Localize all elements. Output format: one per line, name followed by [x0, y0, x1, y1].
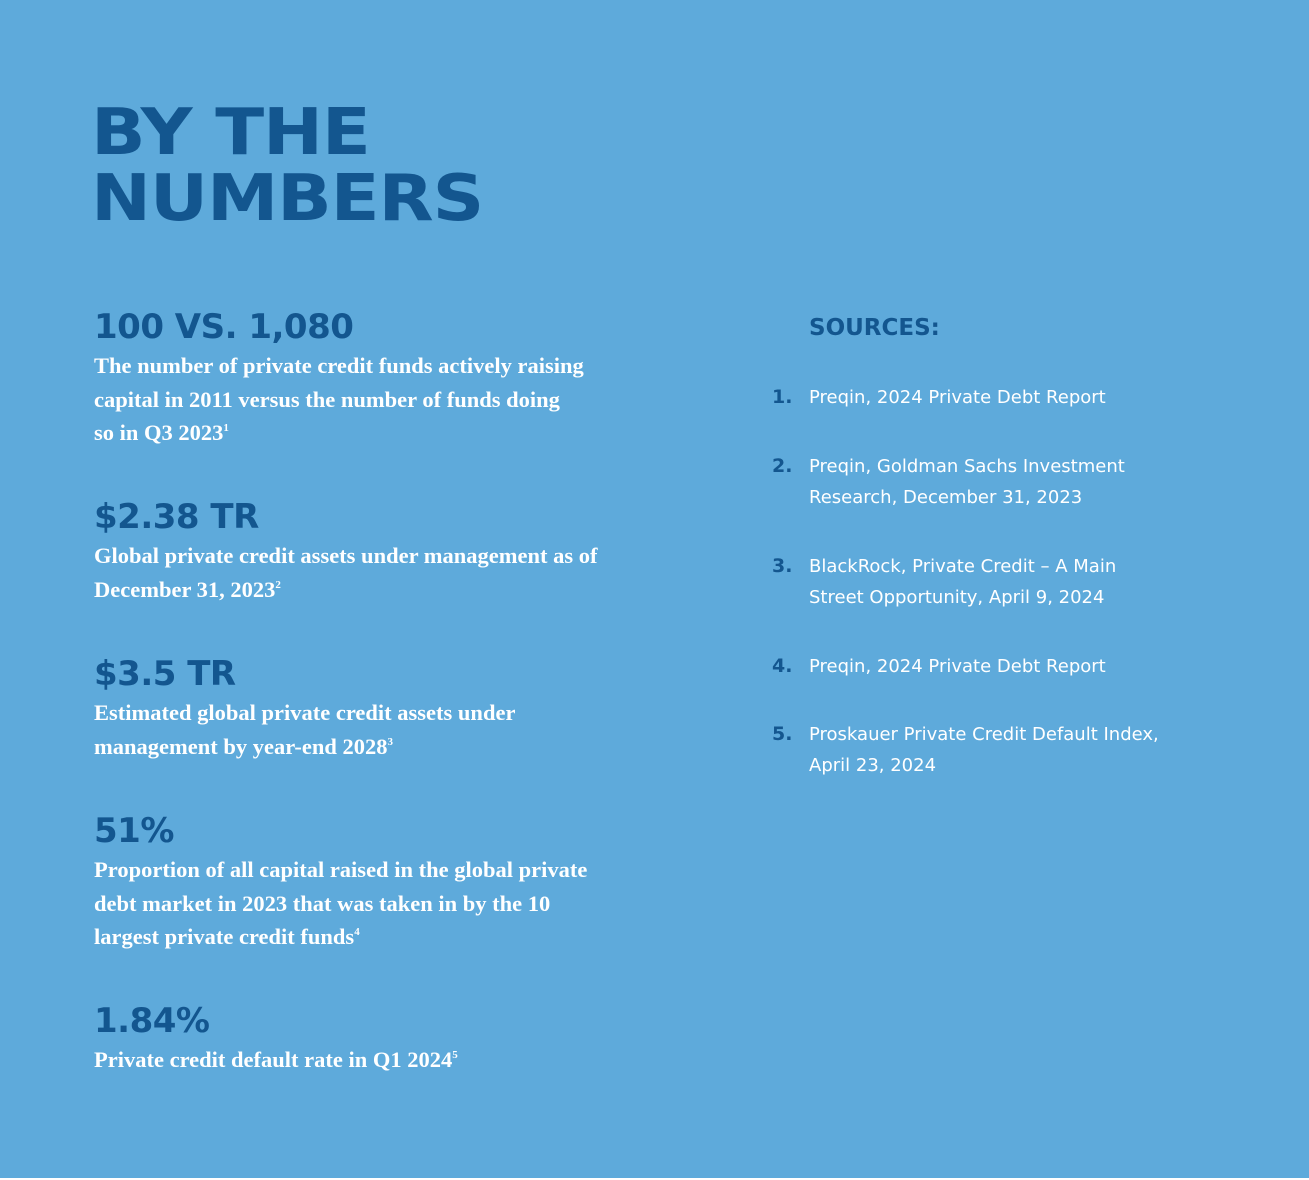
source-number: 3.	[772, 555, 793, 577]
source-text: Preqin, 2024 Private Debt Report	[809, 656, 1106, 677]
source-text: Preqin, 2024 Private Debt Report	[809, 387, 1106, 408]
source-number: 4.	[772, 655, 793, 677]
source-number: 5.	[772, 723, 793, 745]
footnote-marker: 2	[275, 578, 281, 591]
source-text: Preqin, Goldman Sachs Investment Research, December 31, 2023	[809, 456, 1125, 508]
stat-item	[94, 499, 634, 606]
page-title-line-2: NUMBERS	[91, 162, 484, 236]
stat-description	[94, 1043, 624, 1077]
footnote-marker: 3	[387, 735, 394, 748]
page-title	[91, 96, 484, 236]
stat-item	[94, 656, 634, 763]
page-title-line-1: BY THE	[91, 96, 370, 170]
footnote-marker: 5	[452, 1049, 458, 1061]
stat-description	[94, 539, 624, 606]
source-text: Proskauer Private Credit Default Index, April 23, 2024	[809, 724, 1159, 776]
stat-description	[94, 349, 584, 450]
footnote-marker: 4	[354, 926, 360, 938]
source-number: 2.	[772, 455, 793, 477]
sources-heading: SOURCES:	[809, 315, 940, 341]
source-text: BlackRock, Private Credit – A Main Street Opportunity, April 9, 2024	[809, 556, 1117, 608]
stat-value: 1.84%	[94, 1001, 210, 1041]
stat-description	[94, 853, 609, 954]
footnote-marker: 1	[223, 422, 229, 434]
stat-description-text: The number of private credit funds actively raising capital in 2011 versus the number of funds doing so in Q3 2023	[94, 353, 584, 445]
stat-value: $3.5 TR	[94, 654, 236, 694]
stat-description-text: Global private credit assets under management as of December 31, 2023	[94, 543, 598, 602]
stat-value: 100 VS. 1,080	[94, 307, 354, 347]
stat-value: $2.38 TR	[94, 497, 259, 537]
stat-description-text: Proportion of all capital raised in the global private debt market in 2023 that was taken in by the 10 largest private credit funds	[94, 857, 588, 949]
stat-item	[94, 309, 634, 450]
stat-description-text: Private credit default rate in Q1 2024	[94, 1047, 453, 1072]
stat-item	[94, 813, 634, 954]
stat-value: 51%	[94, 811, 174, 851]
stat-description-text: Estimated global private credit assets under management by year-end 2028	[94, 700, 516, 759]
source-number: 1.	[772, 386, 793, 408]
stat-item	[94, 1003, 634, 1077]
stat-description	[94, 696, 594, 763]
